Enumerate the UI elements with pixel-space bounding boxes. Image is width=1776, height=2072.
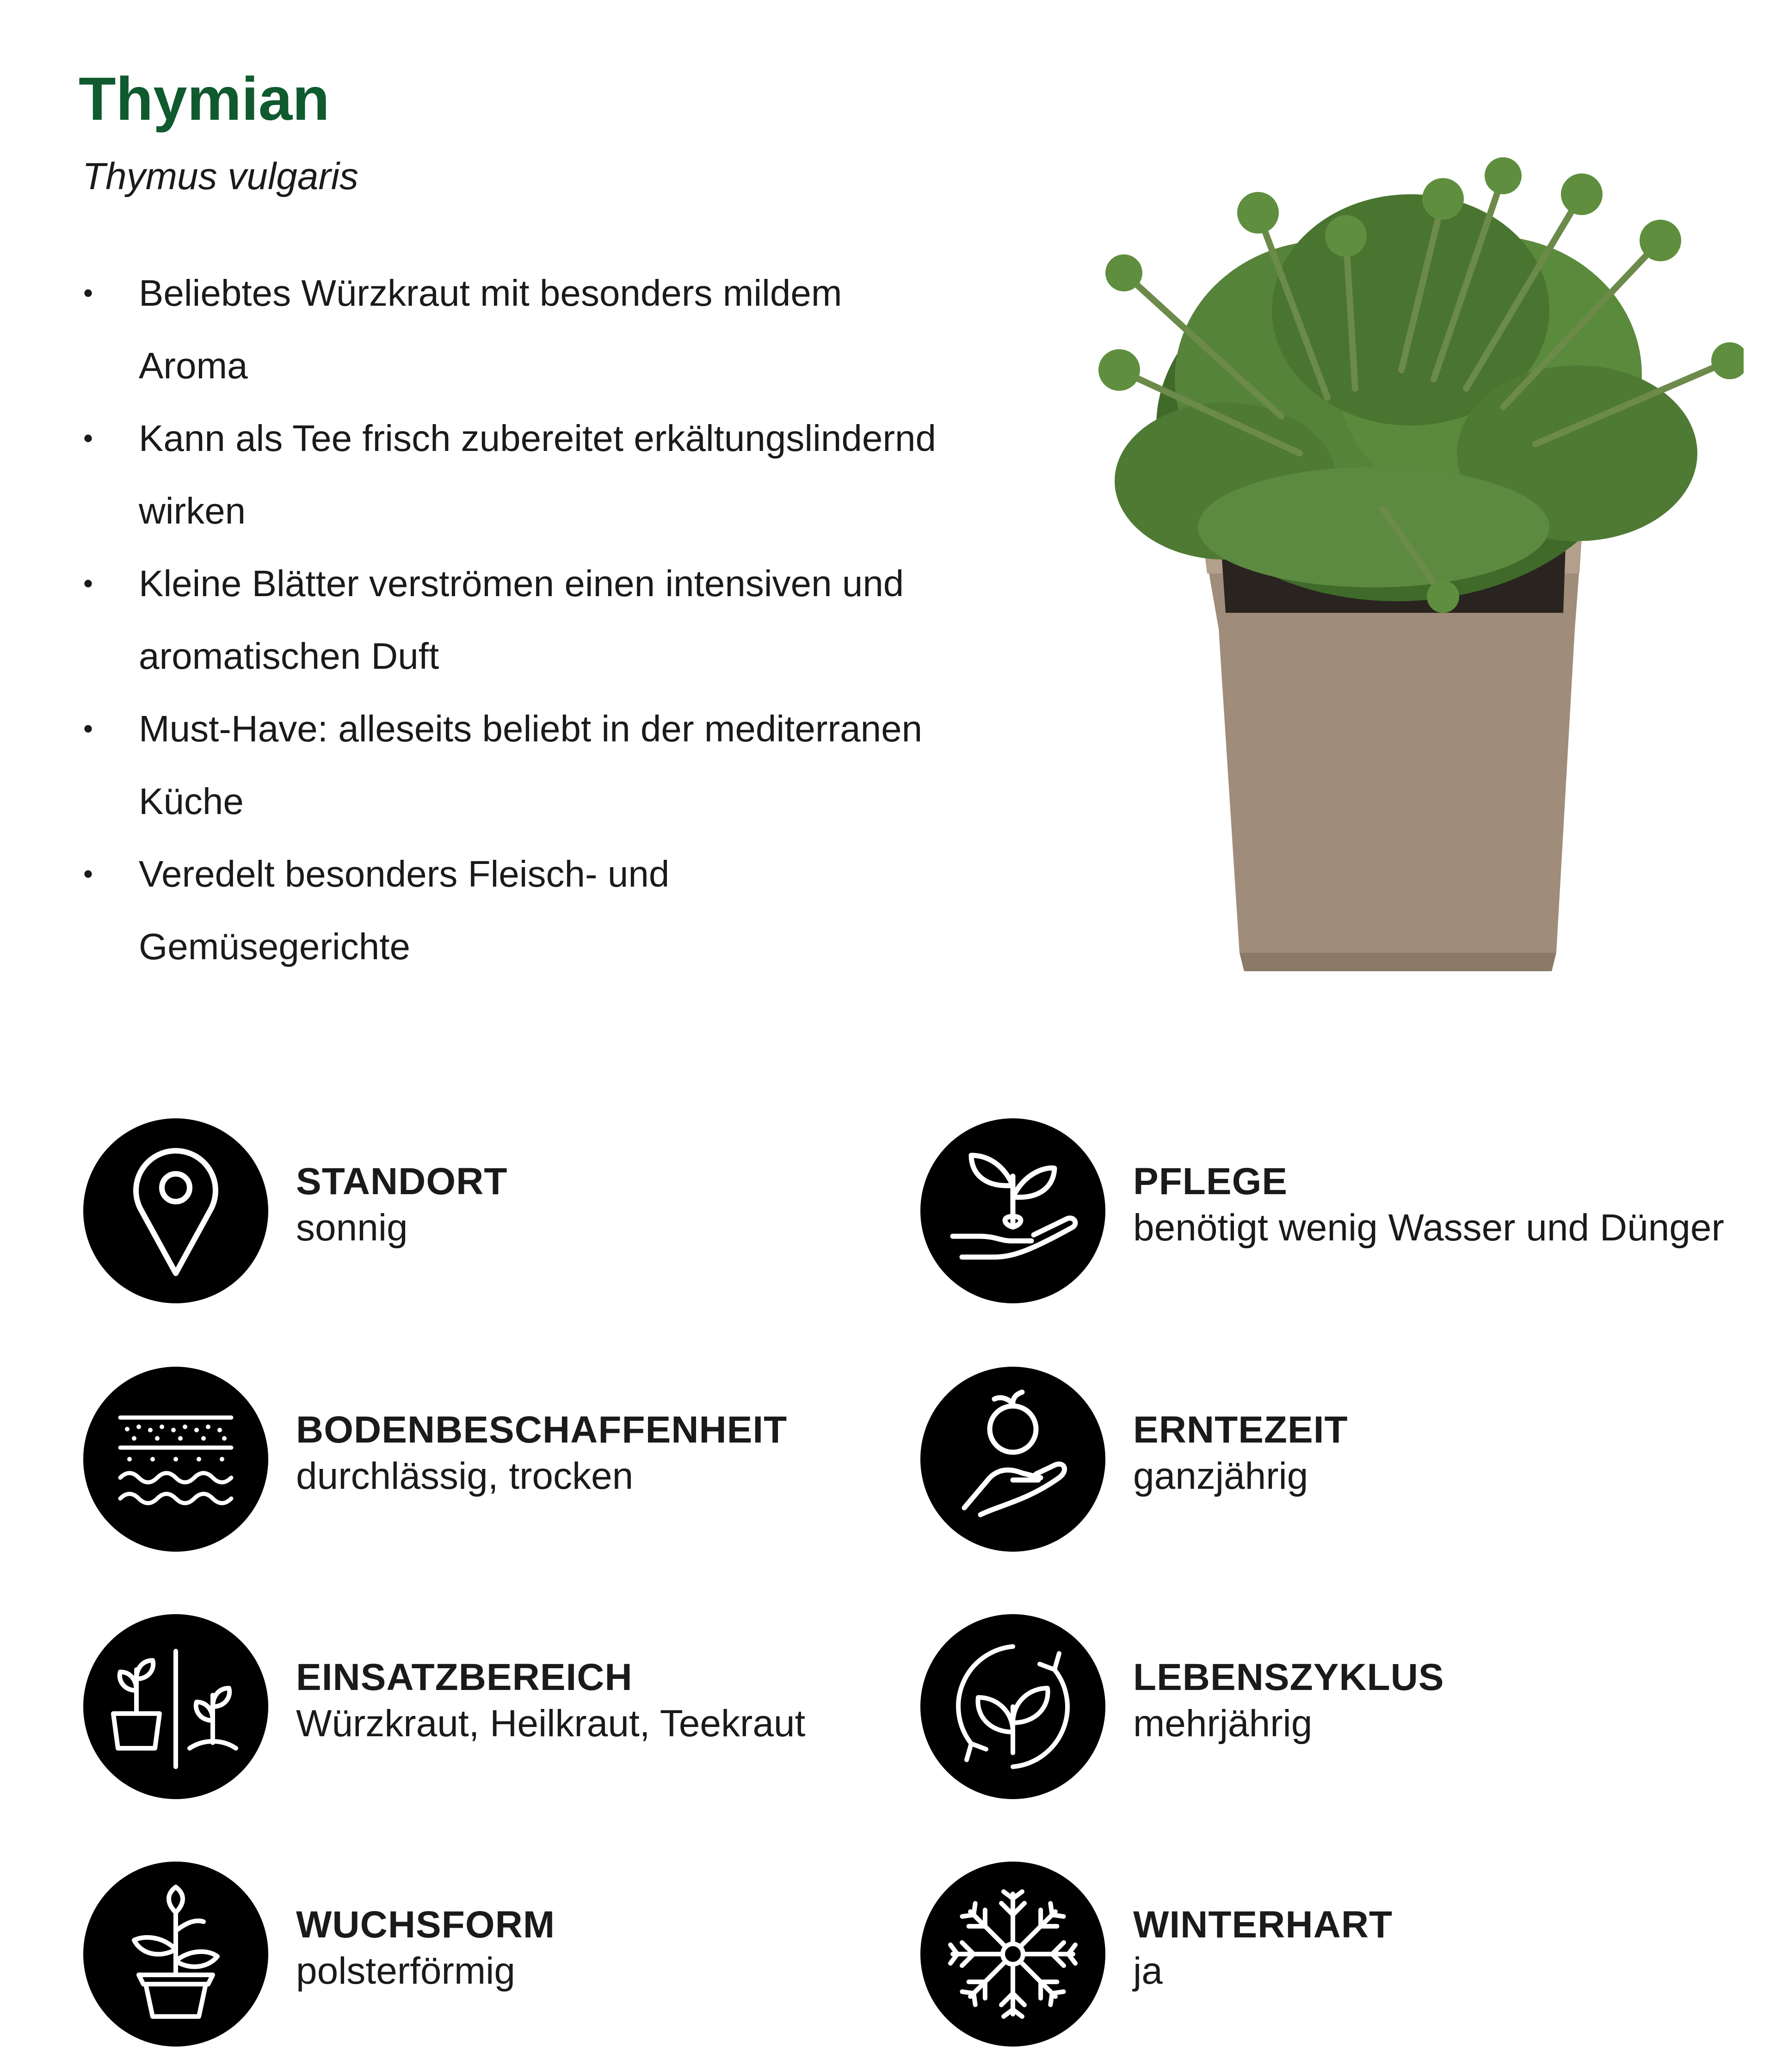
attribute-erntezeit	[920, 1367, 1730, 1552]
list-item	[79, 838, 934, 983]
attribute-einsatzbereich	[83, 1614, 893, 1799]
seedling-hand-icon	[920, 1118, 1105, 1303]
attribute-label: LEBENSZYKLUS	[1133, 1656, 1444, 1698]
potted-plant-icon	[83, 1862, 268, 2047]
attribute-value: ganzjährig	[1133, 1455, 1308, 1497]
location-pin-icon	[83, 1118, 268, 1303]
attribute-winterhart	[920, 1862, 1730, 2047]
attribute-label: EINSATZBEREICH	[296, 1656, 633, 1698]
icon-badge	[920, 1367, 1105, 1552]
feature-text: Kleine Blätter verströmen einen intensiven und aromatischen Duft	[139, 563, 904, 677]
icon-badge	[920, 1862, 1105, 2047]
attribute-wuchsform	[83, 1862, 893, 2047]
icon-badge	[920, 1118, 1105, 1303]
feature-text: Veredelt besonders Fleisch- und Gemüsegerichte	[139, 853, 670, 967]
soil-layers-icon	[83, 1367, 268, 1552]
attribute-pflege	[920, 1118, 1730, 1303]
thyme-foliage	[1098, 157, 1744, 613]
product-image	[1004, 157, 1744, 990]
attribute-value: polsterförmig	[296, 1950, 515, 1992]
attribute-lebenszyklus	[920, 1614, 1730, 1799]
plant-pot	[1202, 536, 1582, 971]
attribute-standort	[83, 1118, 893, 1303]
attribute-value: benötigt wenig Wasser und Dünger	[1133, 1207, 1724, 1249]
bullet-icon: •	[83, 713, 93, 744]
attribute-label: PFLEGE	[1133, 1160, 1288, 1202]
feature-list	[79, 257, 934, 983]
harvest-hand-icon	[920, 1367, 1105, 1552]
attribute-value: durchlässig, trocken	[296, 1455, 634, 1497]
bullet-icon: •	[83, 423, 93, 454]
attribute-value: Würzkraut, Heilkraut, Teekraut	[296, 1702, 806, 1745]
latin-name: Thymus vulgaris	[82, 155, 358, 197]
attribute-value: mehrjährig	[1133, 1702, 1313, 1745]
bullet-icon: •	[83, 858, 93, 889]
attribute-bodenbeschaffenheit	[83, 1367, 893, 1552]
icon-badge	[83, 1118, 268, 1303]
attribute-label: BODENBESCHAFFENHEIT	[296, 1409, 788, 1451]
bullet-icon: •	[83, 568, 93, 599]
list-item	[79, 402, 934, 547]
feature-text: Must-Have: alleseits beliebt in der mediterranen Küche	[139, 708, 923, 822]
icon-badge	[83, 1614, 268, 1799]
bullet-icon: •	[83, 278, 93, 308]
icon-badge	[83, 1862, 268, 2047]
attribute-label: ERNTEZEIT	[1133, 1409, 1348, 1451]
plant-cycle-icon	[920, 1614, 1105, 1799]
feature-text: Beliebtes Würzkraut mit besonders mildem Aroma	[139, 272, 842, 386]
icon-badge	[83, 1367, 268, 1552]
attribute-label: STANDORT	[296, 1160, 508, 1202]
feature-text: Kann als Tee frisch zubereitet erkältungslindernd wirken	[139, 418, 936, 531]
attribute-value: ja	[1133, 1950, 1163, 1992]
icon-badge	[920, 1614, 1105, 1799]
pot-and-ground-plants-icon	[83, 1614, 268, 1799]
list-item	[79, 257, 934, 402]
list-item	[79, 692, 934, 838]
list-item	[79, 547, 934, 692]
attribute-value: sonnig	[296, 1207, 408, 1249]
snowflake-icon	[920, 1862, 1105, 2047]
attribute-label: WINTERHART	[1133, 1904, 1393, 1946]
product-title: Thymian	[79, 65, 330, 133]
attribute-label: WUCHSFORM	[296, 1904, 555, 1946]
